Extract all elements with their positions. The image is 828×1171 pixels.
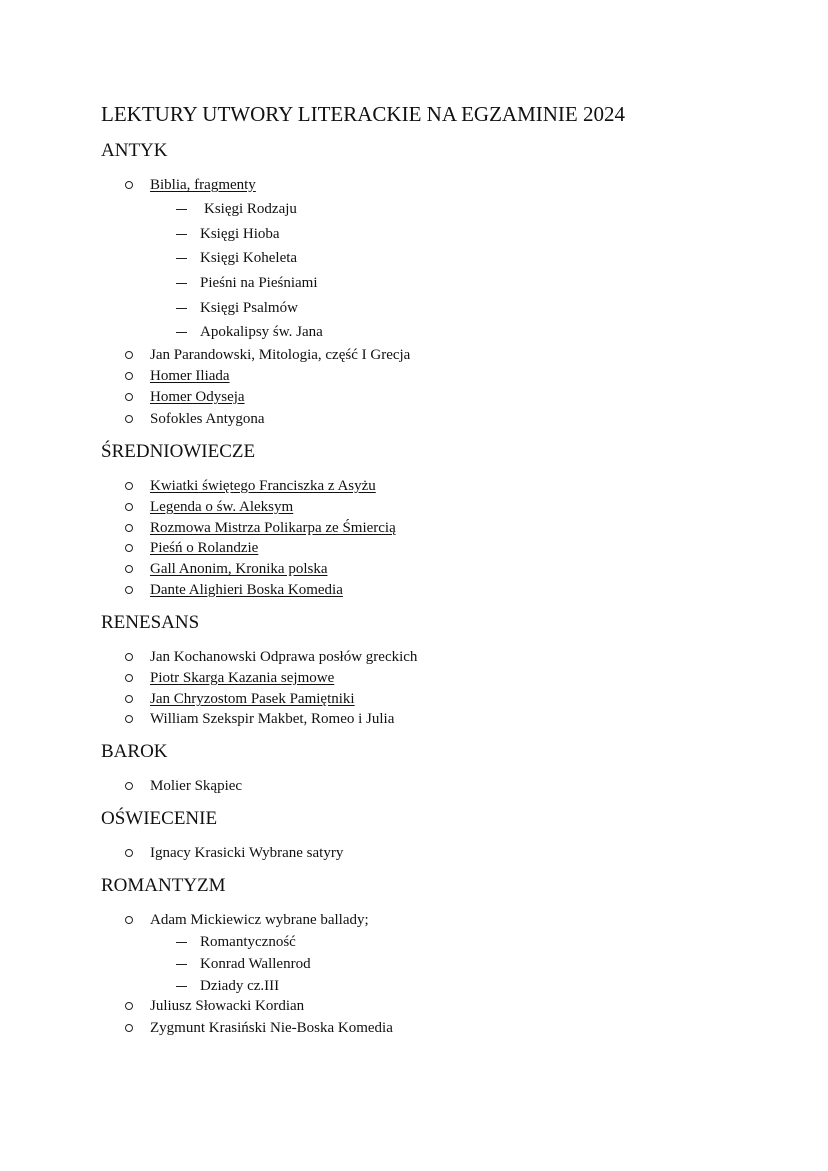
section-heading-oswiecenie: OŚWIECENIE [101, 808, 218, 829]
dash-icon [176, 209, 187, 210]
list-item-krasinski: Zygmunt Krasiński Nie-Boska Komedia [150, 1020, 393, 1036]
bullet-icon [125, 586, 133, 594]
list-item-szekspir: William Szekspir Makbet, Romeo i Julia [150, 711, 395, 727]
list-item-rozmowa[interactable]: Rozmowa Mistrza Polikarpa ze Śmiercią [150, 520, 396, 536]
dash-icon [176, 308, 187, 309]
bullet-icon [125, 181, 133, 189]
bullet-icon [125, 415, 133, 423]
subitem-dziady: Dziady cz.III [200, 978, 280, 994]
dash-icon [176, 332, 187, 333]
subitem-ksiegi-psalmow: Księgi Psalmów [200, 300, 298, 316]
dash-icon [176, 964, 187, 965]
list-item-molier: Molier Skąpiec [150, 778, 243, 794]
bullet-icon [125, 372, 133, 380]
list-item-odyseja[interactable]: Homer Odyseja [150, 389, 245, 405]
list-item-slowacki: Juliusz Słowacki Kordian [150, 998, 305, 1014]
subitem-romantycznosc: Romantyczność [200, 934, 296, 950]
page-title: LEKTURY UTWORY LITERACKIE NA EGZAMINIE 2024 [101, 102, 625, 126]
bullet-icon [125, 544, 133, 552]
list-item-dante[interactable]: Dante Alighieri Boska Komedia [150, 582, 343, 598]
list-item-skarga[interactable]: Piotr Skarga Kazania sejmowe [150, 670, 335, 686]
subitem-ksiegi-hioba: Księgi Hioba [200, 226, 280, 242]
list-item-legenda[interactable]: Legenda o św. Aleksym [150, 499, 294, 515]
list-item-gall-anonim[interactable]: Gall Anonim, Kronika polska [150, 561, 328, 577]
subitem-konrad-wallenrod: Konrad Wallenrod [200, 956, 311, 972]
section-heading-romantyzm: ROMANTYZM [101, 875, 226, 896]
list-item-iliada[interactable]: Homer Iliada [150, 368, 230, 384]
bullet-icon [125, 524, 133, 532]
section-heading-renesans: RENESANS [101, 612, 200, 633]
dash-icon [176, 942, 187, 943]
list-item-biblia[interactable]: Biblia, fragmenty [150, 177, 256, 193]
bullet-icon [125, 1024, 133, 1032]
subitem-apokalipsy: Apokalipsy św. Jana [200, 324, 323, 340]
section-heading-antyk: ANTYK [101, 140, 168, 161]
bullet-icon [125, 482, 133, 490]
list-item-krasicki: Ignacy Krasicki Wybrane satyry [150, 845, 344, 861]
list-item-piesn-o-rolandzie[interactable]: Pieśń o Rolandzie [150, 540, 259, 556]
list-item-mickiewicz: Adam Mickiewicz wybrane ballady; [150, 912, 369, 928]
list-item-kochanowski: Jan Kochanowski Odprawa posłów greckich [150, 649, 418, 665]
bullet-icon [125, 1002, 133, 1010]
bullet-icon [125, 674, 133, 682]
bullet-icon [125, 782, 133, 790]
dash-icon [176, 234, 187, 235]
dash-icon [176, 986, 187, 987]
dash-icon [176, 258, 187, 259]
subitem-ksiegi-koheleta: Księgi Koheleta [200, 250, 298, 266]
list-item-pasek[interactable]: Jan Chryzostom Pasek Pamiętniki [150, 691, 355, 707]
bullet-icon [125, 715, 133, 723]
list-item-parandowski: Jan Parandowski, Mitologia, część I Grecja [150, 347, 411, 363]
bullet-icon [125, 849, 133, 857]
dash-icon [176, 283, 187, 284]
section-heading-barok: BAROK [101, 741, 168, 762]
section-heading-sredniowiecze: ŚREDNIOWIECZE [101, 441, 256, 462]
list-item-kwiatki[interactable]: Kwiatki świętego Franciszka z Asyżu [150, 478, 376, 494]
list-item-antygona: Sofokles Antygona [150, 411, 265, 427]
subitem-ksiegi-rodzaju: Księgi Rodzaju [204, 201, 297, 217]
bullet-icon [125, 695, 133, 703]
bullet-icon [125, 565, 133, 573]
subitem-piesni: Pieśni na Pieśniami [200, 275, 318, 291]
bullet-icon [125, 351, 133, 359]
bullet-icon [125, 393, 133, 401]
bullet-icon [125, 503, 133, 511]
bullet-icon [125, 916, 133, 924]
bullet-icon [125, 653, 133, 661]
